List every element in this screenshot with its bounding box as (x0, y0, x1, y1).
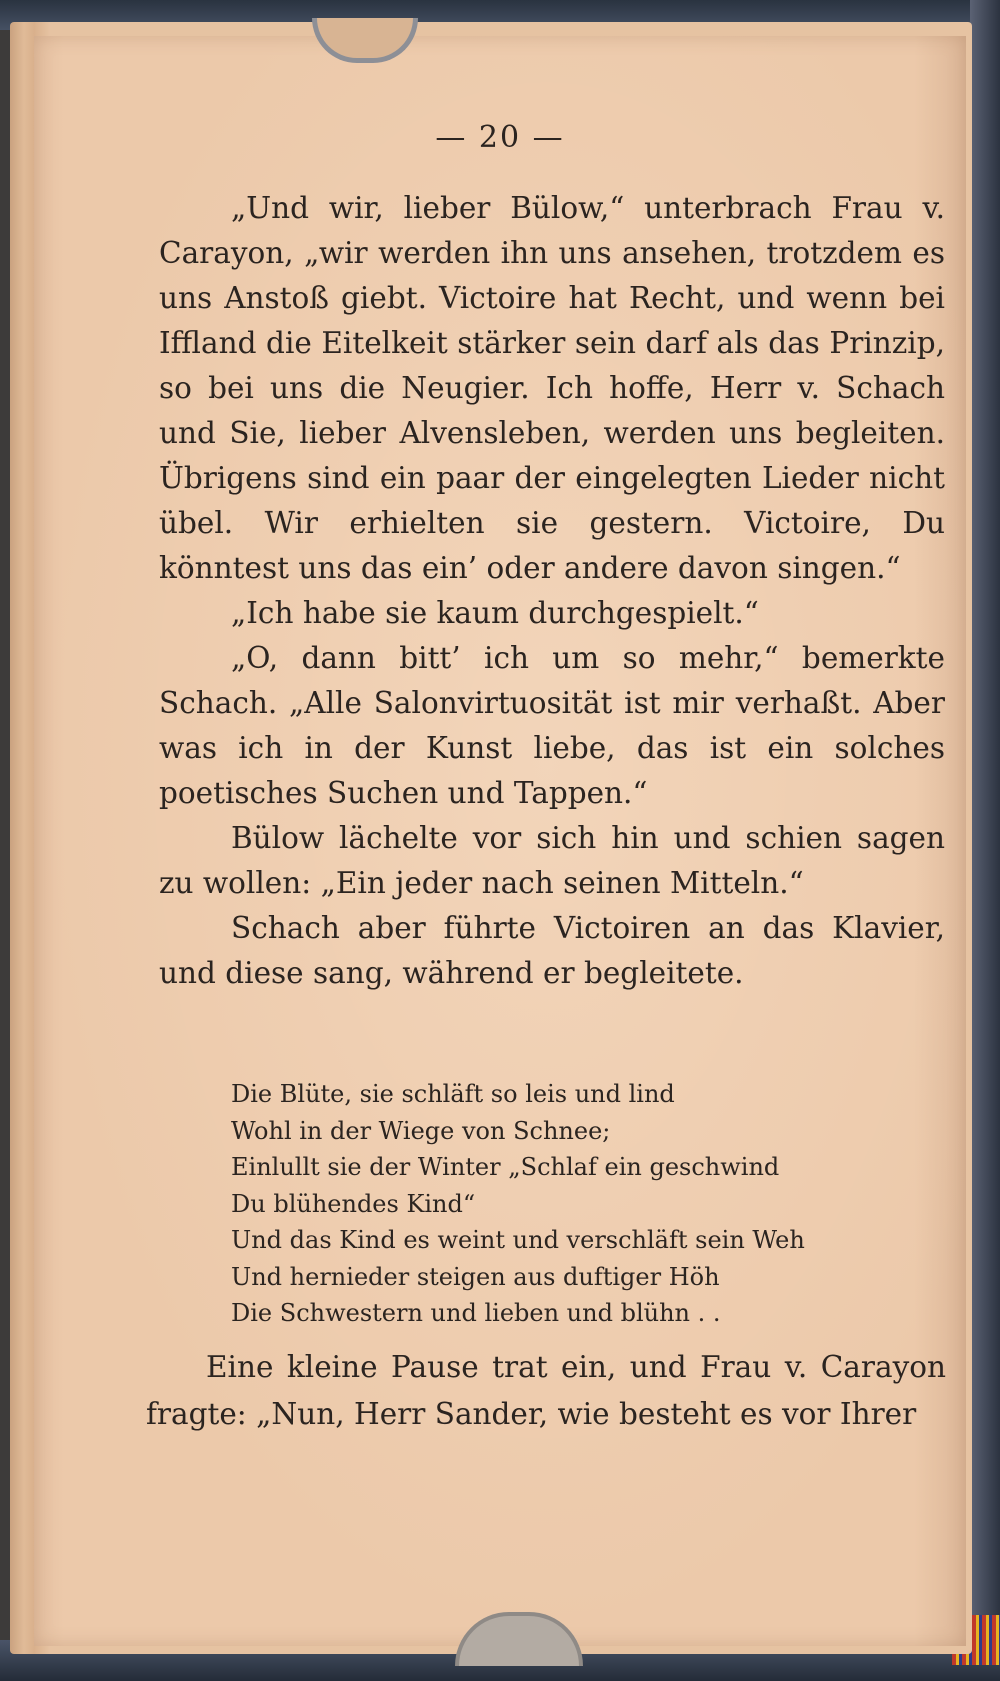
poem-line: Die Blüte, sie schläft so leis und lind (231, 1080, 675, 1108)
poem-line: Die Schwestern und lieben und blühn . . (231, 1299, 721, 1327)
book-page (34, 36, 966, 1646)
prose-block (159, 186, 945, 996)
paragraph: „Und wir, lieber Bülow,“ unterbrach Frau v. Carayon, „wir werden ihn uns ansehen, trotzdem es uns Anstoß giebt. Victoire hat Recht, und wenn bei Iffland die Eitelkeit stärker sein darf als das Prinzip, so bei uns die Neugier. Ich hoffe, Herr v. Schach und Sie, lieber Alvensleben, werden uns begleiten. Übrigens sind ein paar der eingelegten Lieder nicht übel. Wir erhielten sie gestern. Victoire, Du könntest uns das ein’ oder andere davon singen.“ (159, 191, 945, 585)
page-number: — 20 — (435, 120, 565, 155)
page-text (34, 36, 966, 1646)
poem-line: Du blühendes Kind“ (231, 1189, 476, 1218)
paragraph: Schach aber führte Victoiren an das Klavier, und diese sang, während er begleitete. (159, 911, 945, 990)
poem (231, 1076, 851, 1332)
paragraph: „O, dann bitt’ ich um so mehr,“ bemerkte Schach. „Alle Salonvirtuosität ist mir verhaßt. Aber was ich in der Kunst liebe, das ist ein solches poetisches Suchen und Tappen.“ (159, 641, 945, 810)
poem-line: Und das Kind es weint und verschläft sein Weh (231, 1226, 805, 1254)
poem-line: Einlullt sie der Winter „Schlaf ein geschwind (231, 1153, 780, 1181)
book-cover-edge (970, 0, 1000, 1681)
poem-line: Wohl in der Wiege von Schnee; (231, 1116, 611, 1145)
paragraph-after-poem: Eine kleine Pause trat ein, und Frau v. Carayon fragte: „Nun, Herr Sander, wie besteht es vor Ihrer (146, 1350, 946, 1431)
poem-line: Und hernieder steigen aus duftiger Höh (231, 1262, 720, 1291)
paragraph: Bülow lächelte vor sich hin und schien sagen zu wollen: „Ein jeder nach seinen Mitteln.“ (159, 821, 945, 900)
paragraph: „Ich habe sie kaum durchgespielt.“ (231, 596, 759, 630)
